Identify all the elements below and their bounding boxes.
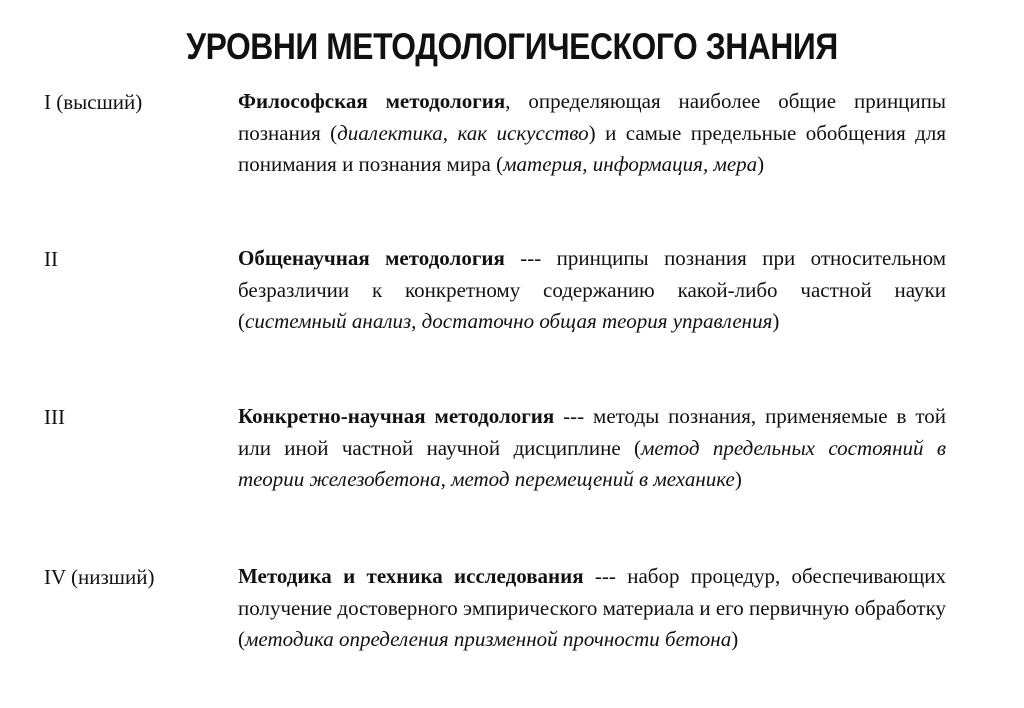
level-text: --- набор процедур, обеспечивающих получение достоверного эмпирического материала и его первичную обработку ( — [238, 564, 946, 651]
level-label: II — [44, 247, 58, 271]
level-text: ) и самые предельные обобщения для понимания и познания мира ( — [238, 120, 946, 176]
level-description — [238, 86, 946, 181]
level-description — [238, 243, 946, 338]
level-text: ) — [731, 627, 739, 651]
level-text: ) — [734, 467, 742, 491]
level-term: Методика и техника исследования — [238, 564, 584, 588]
level-text: ) — [757, 152, 765, 176]
level-term: Общенаучная методология — [238, 246, 505, 270]
level-example: материя, информация, мера — [503, 152, 758, 176]
page-title: УРОВНИ МЕТОДОЛОГИЧЕСКОГО ЗНАНИЯ — [186, 26, 838, 67]
level-example: метод предельных состояний в теории железобетона, метод перемещений в механике — [238, 435, 946, 491]
level-term: Философская методология — [238, 89, 506, 113]
level-example: системный анализ, достаточно общая теория управления — [245, 309, 773, 333]
level-example: диалектика, как искусство — [337, 120, 589, 145]
level-term: Конкретно-научная методология — [238, 404, 555, 428]
level-label: IV (низший) — [44, 565, 155, 589]
level-description — [238, 561, 946, 656]
level-description — [238, 401, 946, 496]
level-label: III — [44, 405, 65, 429]
level-text: --- методы познания, применяемые в той или иной частной научной дисциплине ( — [238, 404, 946, 460]
level-label: I (высший) — [44, 90, 143, 114]
level-example: методика определения призменной прочности бетона — [245, 627, 732, 651]
level-text: ) — [772, 309, 780, 333]
level-text: --- принципы познания при относительном безразличии к конкретному содержанию какой-либо частной науки ( — [238, 246, 946, 333]
level-text: , определяющая наиболее общие принципы познания ( — [238, 89, 947, 145]
